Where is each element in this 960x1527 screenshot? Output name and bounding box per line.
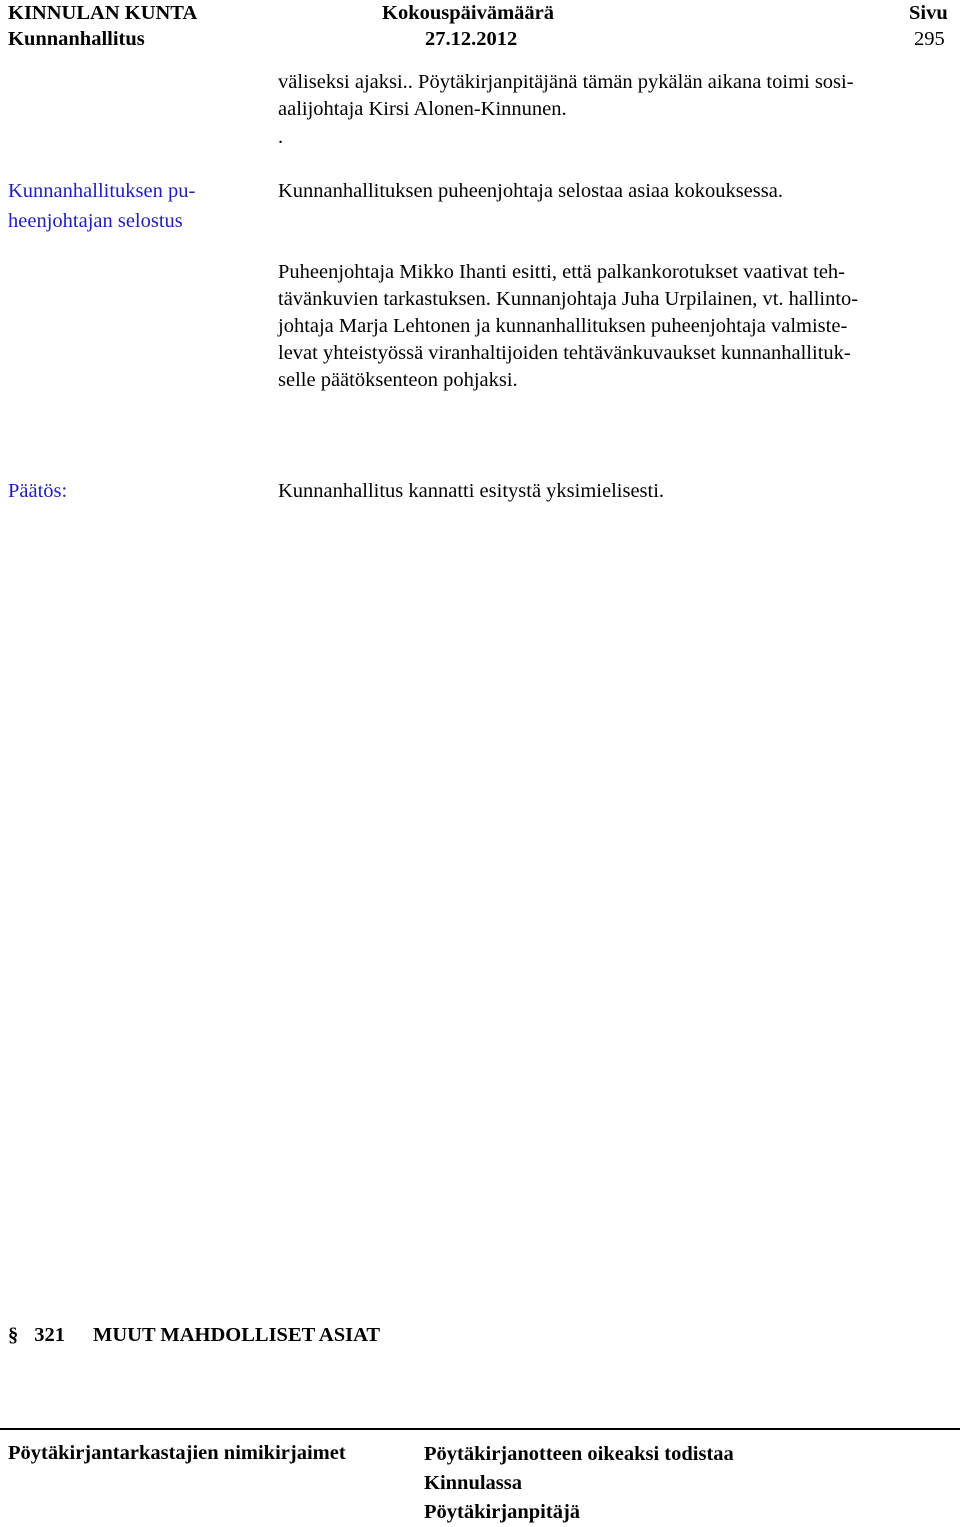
page-label: Sivu <box>909 2 948 24</box>
intro-line: aalijohtaja Kirsi Alonen-Kinnunen. <box>278 98 567 120</box>
footer-certification-line: Pöytäkirjanotteen oikeaksi todistaa <box>424 1443 734 1465</box>
proposal-line: tävänkuvien tarkastuksen. Kunnanjohtaja Juha Urpilainen, vt. hallinto- <box>278 288 859 310</box>
meeting-date-label: Kokouspäivämäärä <box>382 2 554 24</box>
department-name: Kunnanhallitus <box>8 28 145 50</box>
footer-initials-label: Pöytäkirjantarkastajien nimikirjaimet <box>8 1442 346 1464</box>
proposal-line: johtaja Marja Lehtonen ja kunnanhallituksen puheenjohtaja valmiste- <box>278 315 848 337</box>
proposal-line: levat yhteistyössä viranhaltijoiden tehtävänkuvaukset kunnanhallituk- <box>278 342 851 364</box>
side-label-chair-report <box>8 176 195 236</box>
page-number: 295 <box>914 28 945 50</box>
meeting-date: 27.12.2012 <box>425 28 518 50</box>
footer-place: Kinnulassa <box>424 1472 522 1494</box>
side-label-line: heenjohtajan selostus <box>8 210 183 232</box>
section-sign: § <box>8 1324 19 1346</box>
chair-statement: Kunnanhallituksen puheenjohtaja selostaa asiaa kokouksessa. <box>278 180 783 202</box>
proposal-line: selle päätöksenteon pohjaksi. <box>278 369 518 391</box>
side-label-line: Kunnanhallituksen pu- <box>8 180 196 202</box>
organization-name: KINNULAN KUNTA <box>8 2 198 24</box>
section-number: 321 <box>34 1324 65 1346</box>
footer-certification <box>424 1440 734 1527</box>
intro-line: väliseksi ajaksi.. Pöytäkirjanpitäjänä tämän pykälän aikana toimi sosi- <box>278 71 854 93</box>
section-heading <box>8 1322 380 1349</box>
footer-divider <box>0 1428 960 1430</box>
section-title: MUUT MAHDOLLISET ASIAT <box>93 1324 381 1346</box>
footer-secretary: Pöytäkirjanpitäjä <box>424 1501 581 1523</box>
decision-label: Päätös: <box>8 480 68 502</box>
proposal-line: Puheenjohtaja Mikko Ihanti esitti, että palkankorotukset vaativat teh- <box>278 261 846 283</box>
intro-line: . <box>278 126 284 148</box>
decision-text: Kunnanhallitus kannatti esitystä yksimielisesti. <box>278 480 665 502</box>
